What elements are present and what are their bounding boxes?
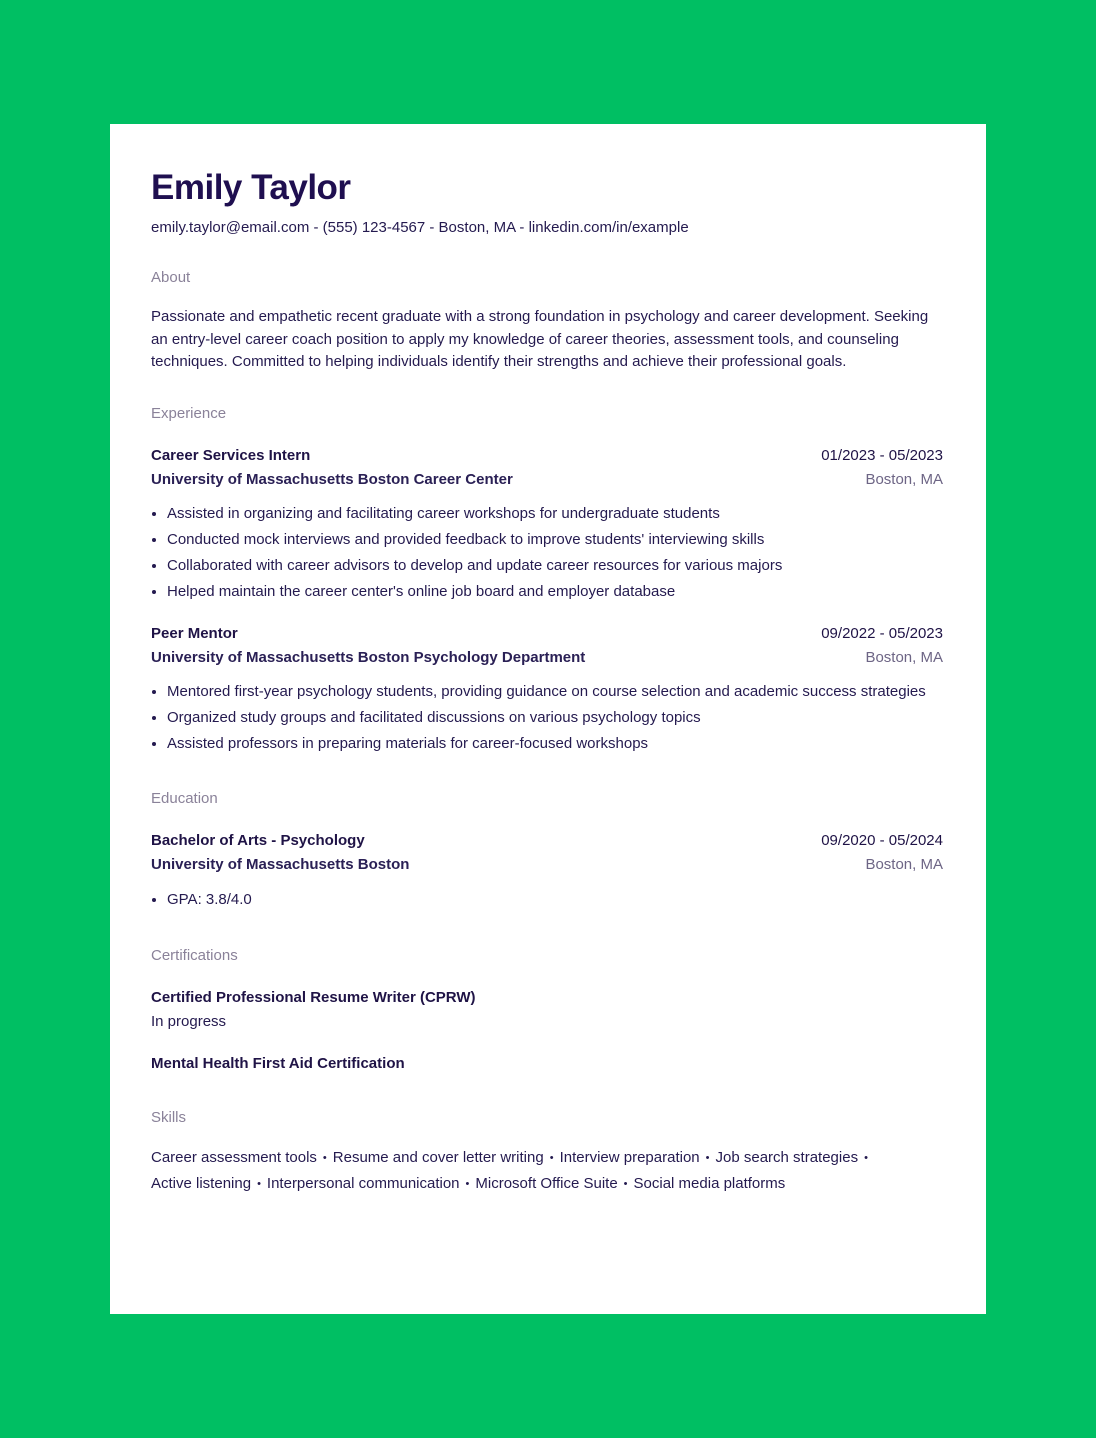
bullet-separator-icon: • <box>864 1152 868 1164</box>
experience-entry-header <box>151 622 943 647</box>
job-organization: University of Massachusetts Boston Career Center <box>151 471 513 488</box>
section-title-skills: Skills <box>151 1109 187 1126</box>
school-location: Boston, MA <box>865 856 943 873</box>
skill-item: Microsoft Office Suite <box>475 1175 618 1192</box>
section-title-certifications: Certifications <box>151 946 238 964</box>
education-entry-subheader <box>151 853 943 878</box>
job-dates: 09/2022 - 05/2023 <box>821 624 943 642</box>
bullet-separator-icon: • <box>257 1178 261 1190</box>
school-name: University of Massachusetts Boston <box>151 856 410 873</box>
certification-status: In progress <box>151 1013 227 1030</box>
contact-line: emily.taylor@email.com - (555) 123-4567 - Boston, MA - linkedin.com/in/example <box>151 219 689 236</box>
job-location: Boston, MA <box>865 471 943 488</box>
job-organization: University of Massachusetts Boston Psychology Department <box>151 649 586 666</box>
skill-item: Resume and cover letter writing <box>332 1149 544 1166</box>
job-bullets <box>151 679 943 757</box>
bullet-separator-icon: • <box>465 1178 470 1190</box>
certification-entry <box>151 986 943 1035</box>
job-location: Boston, MA <box>865 649 943 666</box>
education-entry <box>151 829 943 913</box>
education-entry-header <box>151 829 943 854</box>
bullet-separator-icon: • <box>623 1178 628 1190</box>
skill-item: Interpersonal communication <box>266 1175 460 1192</box>
skill-item: Job search strategies <box>715 1149 859 1166</box>
skill-item: Active listening <box>151 1175 252 1192</box>
list-item: • GPA: 3.8/4.0 <box>167 887 943 913</box>
skill-item: Career assessment tools <box>151 1149 317 1166</box>
list-item: • Organized study groups and facilitated discussions on various psychology topics <box>167 705 943 731</box>
list-item: • Mentored first-year psychology students, providing guidance on course selection and academic success strategies <box>167 679 943 705</box>
job-title: Peer Mentor <box>151 624 238 642</box>
section-title-about: About <box>151 269 191 286</box>
certification-entry <box>151 1052 943 1077</box>
resume-page <box>110 124 986 1314</box>
experience-entry-subheader <box>151 646 943 671</box>
list-item: • Helped maintain the career center's online job board and employer database <box>167 579 943 605</box>
skill-item: Social media platforms <box>633 1175 786 1192</box>
bullet-separator-icon: • <box>705 1152 710 1164</box>
resume-name: Emily Taylor <box>151 168 351 207</box>
section-title-experience: Experience <box>151 404 227 422</box>
section-title-education: Education <box>151 789 218 807</box>
job-bullets <box>151 501 943 605</box>
experience-entry <box>151 444 943 605</box>
education-bullets <box>151 887 943 913</box>
certification-name: Mental Health First Aid Certification <box>151 1054 405 1072</box>
skill-item: Interview preparation <box>559 1149 700 1166</box>
about-text: Passionate and empathetic recent graduate with a strong foundation in psychology and career development. Seeking an entry-level career coach position to apply my knowledge of career theories, assessment tools, and counseling techniques. Committed to helping individuals identify their strengths and achieve their professional goals. <box>151 308 929 370</box>
list-item: • Collaborated with career advisors to develop and update career resources for various majors <box>167 553 943 579</box>
skills-list <box>151 1145 943 1197</box>
experience-entry <box>151 622 943 757</box>
education-dates: 09/2020 - 05/2024 <box>821 831 943 849</box>
list-item: • Assisted professors in preparing materials for career-focused workshops <box>167 731 943 757</box>
list-item: • Conducted mock interviews and provided feedback to improve students' interviewing skills <box>167 527 943 553</box>
job-title: Career Services Intern <box>151 446 311 464</box>
degree-title: Bachelor of Arts - Psychology <box>151 831 365 849</box>
experience-entry-subheader <box>151 468 943 493</box>
job-dates: 01/2023 - 05/2023 <box>821 446 943 464</box>
bullet-separator-icon: • <box>322 1152 327 1164</box>
experience-entry-header <box>151 444 943 469</box>
list-item: • Assisted in organizing and facilitating career workshops for undergraduate students <box>167 501 943 527</box>
certification-name: Certified Professional Resume Writer (CPRW) <box>151 988 476 1006</box>
bullet-separator-icon: • <box>549 1152 554 1164</box>
